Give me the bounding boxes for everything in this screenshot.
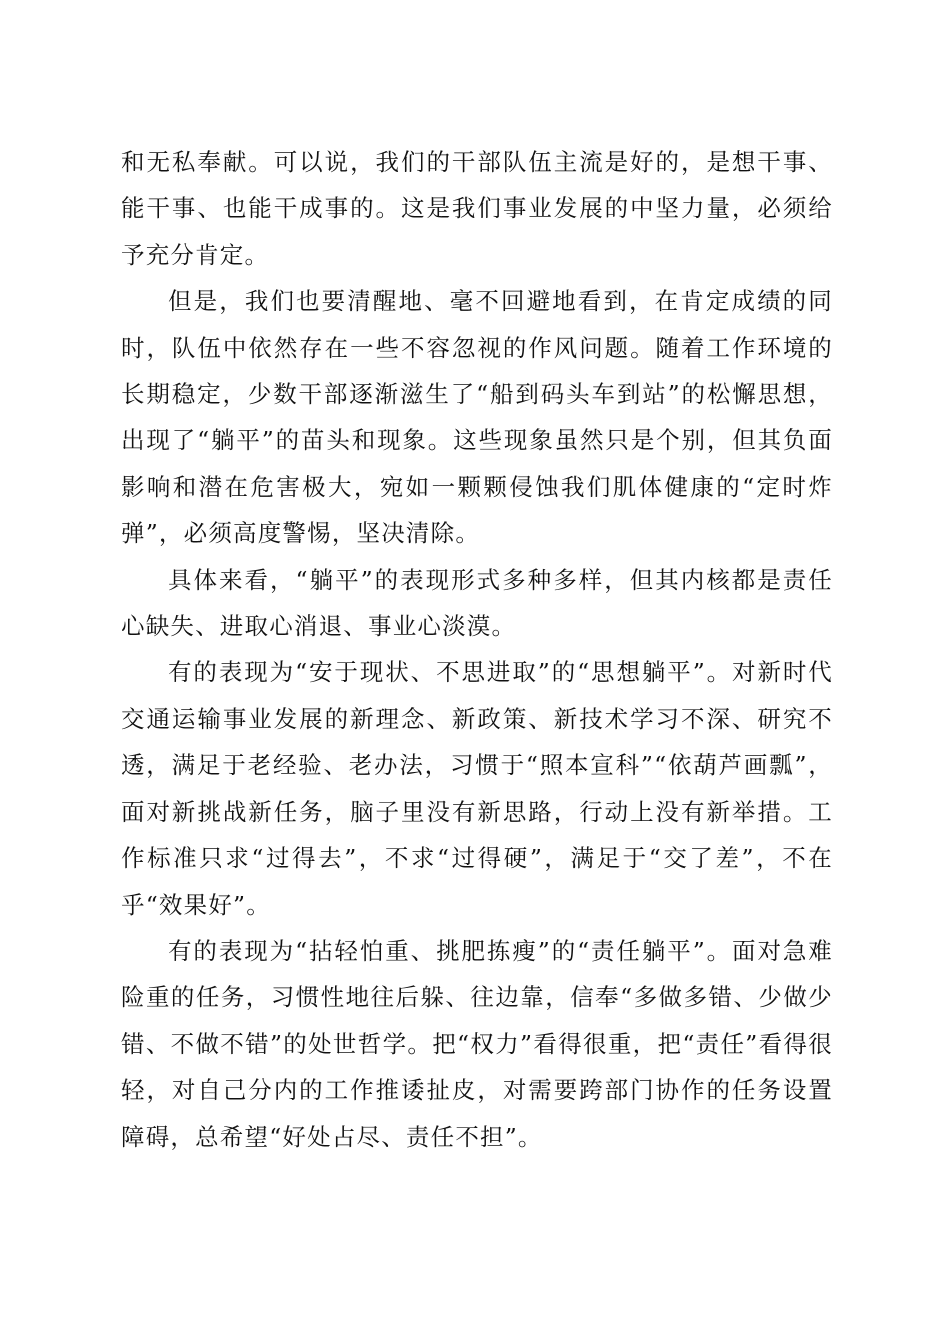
paragraph-shortcomings: 但是，我们也要清醒地、毫不回避地看到，在肯定成绩的同时，队伍中依然存在一些不容忽视的作风问题。随着工作环境的长期稳定，少数干部逐渐滋生了“船到码头车到站”的松懈思想，出现了“躺平”的苗头和现象。这些现象虽然只是个别，但其负面影响和潜在危害极大，宛如一颗颗侵蚀我们肌体健康的“定时炸弹”，必须高度警惕，坚决清除。 xyxy=(121,287,833,548)
paragraph-continuation: 和无私奉献。可以说，我们的干部队伍主流是好的，是想干事、能干事、也能干成事的。这是我们事业发展的中坚力量，必须给予充分肯定。 xyxy=(121,148,833,269)
document-body xyxy=(121,139,833,1160)
paragraph-forms-overview: 具体来看，“躺平”的表现形式多种多样，但其内核都是责任心缺失、进取心消退、事业心淡漠。 xyxy=(121,565,833,641)
paragraph-responsibility-lying-flat: 有的表现为“拈轻怕重、挑肥拣瘦”的“责任躺平”。面对急难险重的任务，习惯性地往后躲、往边靠，信奉“多做多错、少做少错、不做不错”的处世哲学。把“权力”看得很重，把“责任”看得很轻，对自己分内的工作推诿扯皮，对需要跨部门协作的任务设置障碍，总希望“好处占尽、责任不担”。 xyxy=(121,936,833,1151)
paragraph-thought-lying-flat: 有的表现为“安于现状、不思进取”的“思想躺平”。对新时代交通运输事业发展的新理念、新政策、新技术学习不深、研究不透，满足于老经验、老办法，习惯于“照本宣科”“依葫芦画瓢”，面对新挑战新任务，脑子里没有新思路，行动上没有新举措。工作标准只求“过得去”，不求“过得硬”，满足于“交了差”，不在乎“效果好”。 xyxy=(121,658,833,919)
